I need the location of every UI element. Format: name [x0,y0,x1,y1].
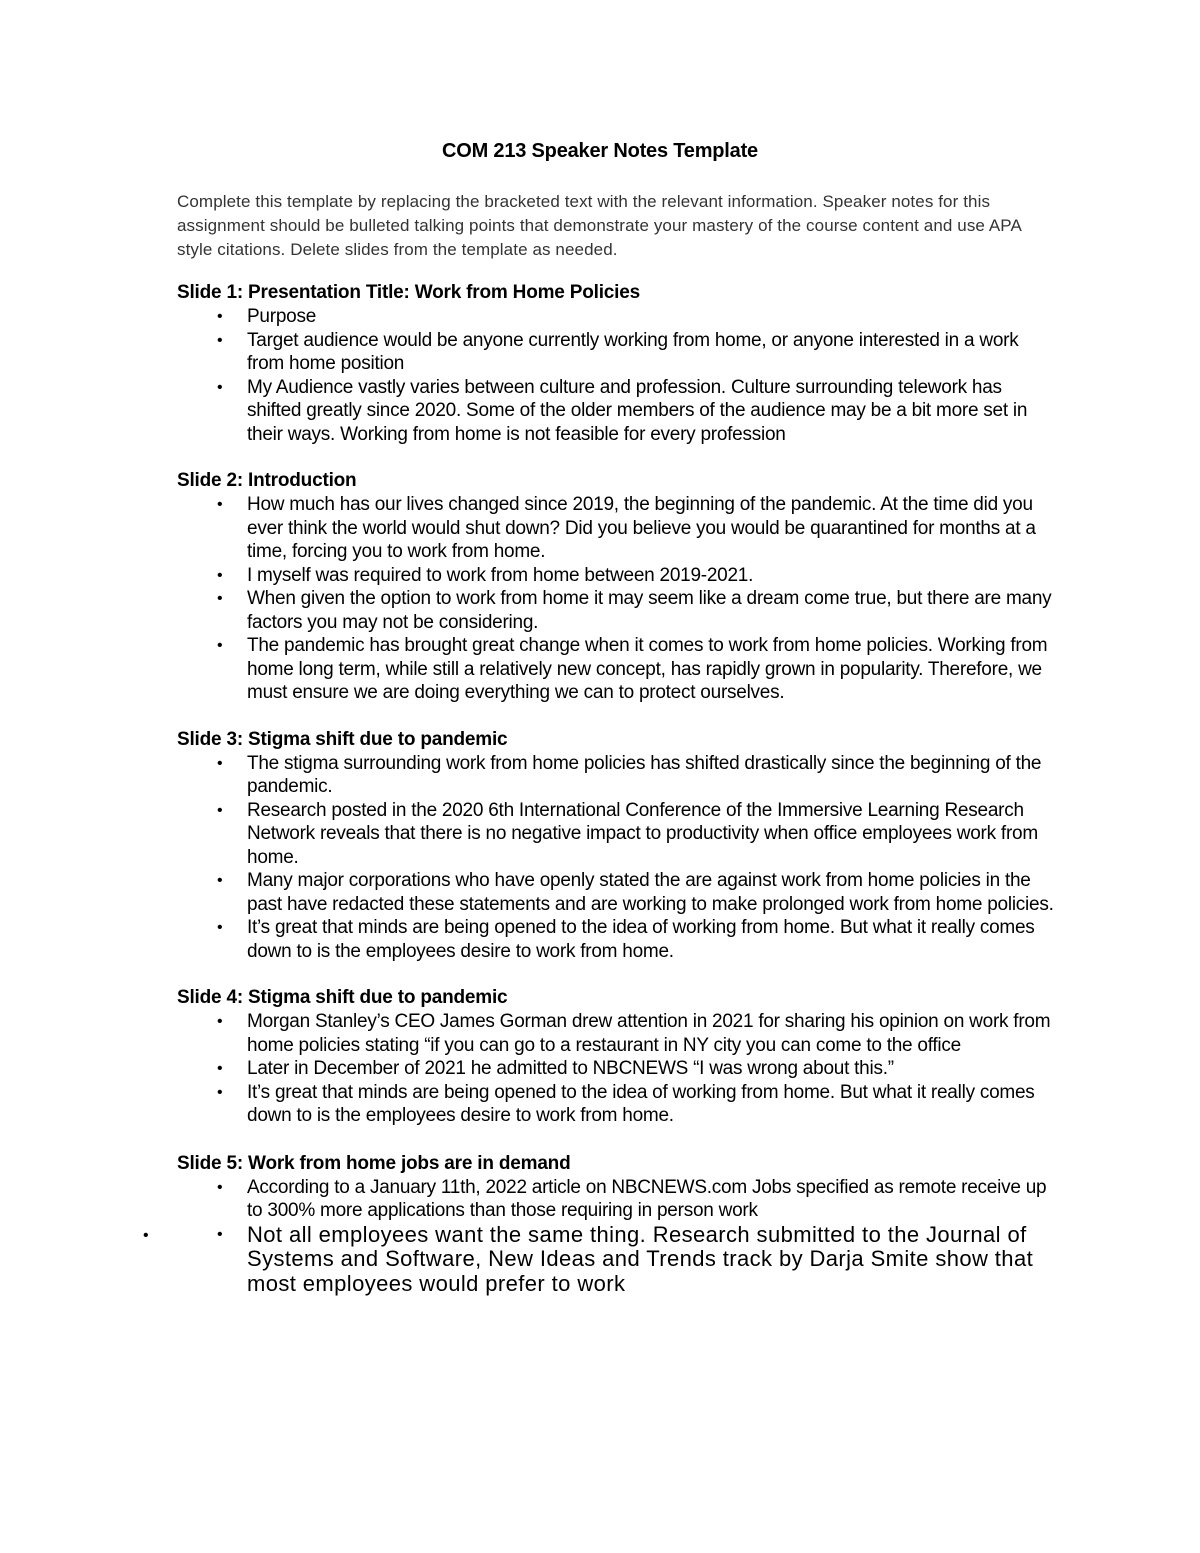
bullet-icon: • [217,919,223,936]
bullet-icon: • [217,637,223,654]
bullet-item [177,869,1057,916]
bullet-list [177,752,1057,964]
bullet-text: It’s great that minds are being opened to the idea of working from home. But what it really comes down to is the employees desire to work from home. [247,1081,1035,1126]
bullet-text: Not all employees want the same thing. Research submitted to the Journal of Systems and Software, New Ideas and Trends track by Darja Smite show that most employees would prefer to work [247,1221,1034,1296]
bullet-text: Later in December of 2021 he admitted to NBCNEWS “I was wrong about this.” [247,1058,894,1079]
slide-heading: Slide 4: Stigma shift due to pandemic [177,987,508,1008]
bullet-icon: • [217,331,223,349]
bullet-icon: • [217,590,223,607]
bullet-item [177,564,1057,588]
slide-section-5 [177,1152,1057,1297]
bullet-item [177,1081,1057,1128]
bullet-icon: • [217,308,223,325]
slide-heading: Slide 5: Work from home jobs are in demand [177,1152,571,1174]
bullet-text: According to a January 11th, 2022 article on NBCNEWS.com Jobs specified as remote receive up to 300% more applications than those requiring in person work [247,1176,1047,1221]
bullet-item [177,305,1057,329]
bullet-text: It’s great that minds are being opened to the idea of working from home. But what it really comes down to is the employees desire to work from home. [247,917,1035,962]
bullet-icon: • [217,801,223,819]
bullet-item [177,634,1057,705]
slide-section-4 [177,986,1057,1128]
bullet-text: The stigma surrounding work from home policies has shifted drastically since the beginning of the pandemic. [247,752,1042,797]
bullet-text: When given the option to work from home it may seem like a dream come true, but there are many factors you may not be considering. [247,588,1052,633]
bullet-item [177,916,1057,963]
bullet-text: Research posted in the 2020 6th International Conference of the Immersive Learning Research Network reveals that there is no negative impact to productivity when office employees work from home. [247,799,1038,868]
bullet-item [177,1176,1057,1223]
bullet-icon: • [217,378,223,396]
empty-bullet: • [143,1227,149,1244]
bullet-icon: • [217,1178,223,1196]
bullet-text: Purpose [247,306,317,327]
bullet-text: How much has our lives changed since 2019, the beginning of the pandemic. At the time did you ever think the world would shut down? Did you believe you would be quarantined for months at a time, forcing you to work from home. [247,494,1036,562]
bullet-item [177,493,1057,564]
bullet-list [177,493,1057,705]
bullet-text: Many major corporations who have openly stated the are against work from home policies in the past have redacted these statements and are working to make prolonged work from home policies. [247,870,1054,915]
bullet-icon: • [217,566,223,584]
bullet-item [177,587,1057,634]
slide-heading: Slide 1: Presentation Title: Work from Home Policies [177,282,640,303]
bullet-text: I myself was required to work from home between 2019-2021. [247,564,754,586]
bullet-item [177,329,1057,376]
bullet-icon: • [217,872,223,889]
bullet-icon: • [217,1225,224,1243]
bullet-text: Target audience would be anyone currently working from home, or anyone interested in a work from home position [247,329,1019,374]
slide-heading: Slide 3: Stigma shift due to pandemic [177,728,508,750]
slides-notes-list [177,281,1057,1319]
bullet-item [177,752,1057,799]
bullet-icon: • [217,1083,223,1101]
slide-section-3 [177,728,1057,964]
slide-section-1 [177,281,1057,446]
bullet-item [177,799,1057,870]
slide-section-2 [177,469,1057,705]
bullet-text: The pandemic has brought great change when it comes to work from home policies. Working from home long term, while still a relatively new concept, has rapidly grown in popularity. Therefore, we must ensure we are doing everything we can to protect ourselves. [247,635,1048,703]
bullet-icon: • [217,1013,223,1030]
bullet-text: My Audience vastly varies between culture and profession. Culture surrounding telework has shifted greatly since 2020. Some of the older members of the audience may be a bit more set in their ways. Working from home is not feasible for every profession [247,376,1028,445]
bullet-list [177,1010,1057,1128]
bullet-list [177,305,1057,446]
bullet-item [177,1010,1057,1057]
bullet-icon: • [217,496,223,513]
document-title: COM 213 Speaker Notes Template [442,140,758,162]
bullet-text: Morgan Stanley’s CEO James Gorman drew attention in 2021 for sharing his opinion on work from home policies stating “if you can go to a restaurant in NY city you can come to the office [247,1011,1051,1056]
bullet-item [177,376,1057,447]
template-instructions: Complete this template by replacing the bracketed text with the relevant information. Speaker notes for this assignment should be bulleted talking points that demonstrate your mastery of the course content and use APA style citations. Delete slides from the template as needed. [177,192,1021,259]
bullet-item [177,1223,1057,1297]
bullet-icon: • [217,1060,223,1077]
bullet-list [177,1176,1057,1297]
bullet-item [177,1057,1057,1081]
slide-heading: Slide 2: Introduction [177,470,357,491]
bullet-icon: • [217,754,223,772]
